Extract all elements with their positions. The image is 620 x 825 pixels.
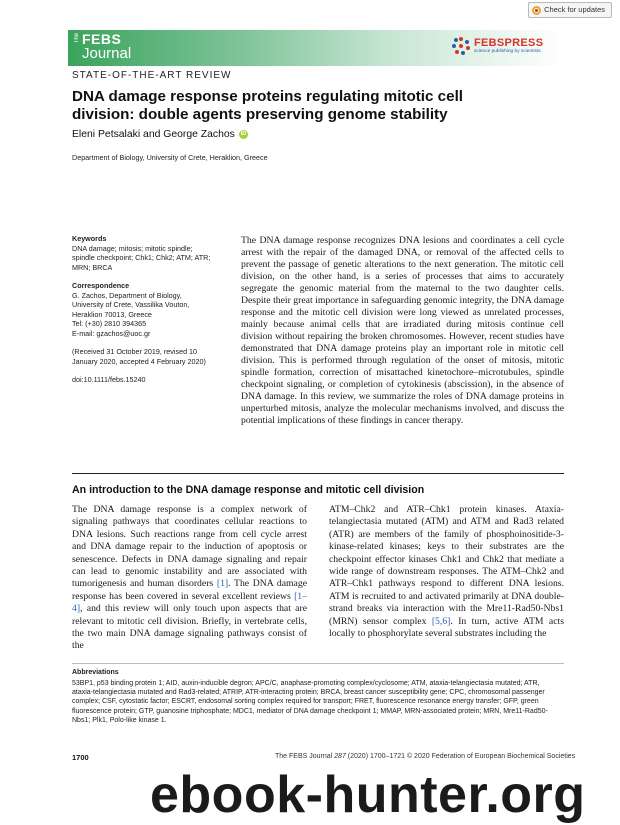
- article-sidebar: [72, 234, 232, 385]
- keywords-line: MRN; BRCA: [72, 262, 113, 272]
- febs-journal-logo: [74, 31, 164, 65]
- title-line-1: DNA damage response proteins regulating mitotic cell: [72, 88, 464, 105]
- author-list: [72, 129, 248, 140]
- logo-journal: Journal: [82, 45, 132, 62]
- body-text: . In turn, active ATM acts locally to phosphorylate several substrates including the: [329, 615, 564, 640]
- dates-line: (Received 31 October 2019, revised 10: [72, 347, 198, 356]
- watermark: ebook-hunter.org: [150, 766, 586, 824]
- citation-link[interactable]: [5,6]: [431, 615, 451, 627]
- body-text: , and this review will only touch upon aspects that are relevant to mitotic cell division. Briefly, in vertebrate cells, the two main DNA damage signaling pathways consist of the: [72, 603, 307, 652]
- press-name: FEBSPRESS: [474, 36, 544, 49]
- correspondence-line: G. Zachos, Department of Biology,: [72, 290, 182, 300]
- doi-link[interactable]: doi:10.1111/febs.15240: [72, 375, 146, 384]
- logo-febs: FEBS: [82, 31, 122, 47]
- footer-volume: 287: [334, 753, 346, 760]
- article-type-label: STATE-OF-THE-ART REVIEW: [72, 70, 232, 81]
- author-names: Eleni Petsalaki and George Zachos: [72, 129, 235, 140]
- correspondence-heading: Correspondence: [72, 281, 130, 290]
- section-divider: [72, 473, 564, 474]
- citation-link[interactable]: [1–4]: [72, 590, 307, 615]
- title-line-2: division: double agents preserving genome stability: [72, 106, 448, 123]
- febs-press-dots-icon: [452, 37, 470, 55]
- febs-press-logo: [452, 37, 543, 55]
- body-column-1: [72, 504, 307, 653]
- check-for-updates-button[interactable]: [528, 2, 612, 18]
- check-for-updates-label: Check for updates: [544, 5, 605, 14]
- abbreviations-divider: [72, 663, 564, 664]
- body-column-2: [329, 504, 564, 640]
- logo-the: The: [74, 33, 80, 44]
- footer-citation: [275, 753, 575, 760]
- footer-rest: (2020) 1700–1721 © 2020 Federation of European Biochemical Societies: [347, 753, 576, 760]
- correspondence-line: Tel: (+30) 2810 394365: [72, 319, 147, 328]
- footer-journal: The FEBS Journal: [275, 753, 333, 760]
- dates-line: January 2020, accepted 4 February 2020): [72, 356, 206, 366]
- body-text: . The DNA damage response has been covered in several excellent reviews: [72, 578, 307, 602]
- correspondence-email[interactable]: E-mail: gzachos@uoc.gr: [72, 328, 151, 338]
- keywords-heading: Keywords: [72, 234, 107, 243]
- body-text: The DNA damage response is a complex network of signaling pathways that coordinates cellular reactions to DNA lesions. Such reactions range from cell cycle arrest and DNA damage repair to the induction of apoptosis or senescence. Defects in DNA damage signaling and repair can lead to genomic instability and are associated with tumorigenesis and human disorders: [72, 504, 307, 590]
- page-number: 1700: [72, 753, 89, 762]
- body-text: ATM–Chk2 and ATR–Chk1 protein kinases. Ataxia-telangiectasia mutated (ATM) and ATM and Rad3 related (ATR) are members of the family of phosphoinositide-3-kinase-related kinases; keys to their substrates are the checkpoint effector kinases Chk1 and Chk2 that mediate a wide range of downstream responses. The ATM–Chk2 and ATR–Chk1 pathways respond to different DNA lesions. ATM is recruited to and activated primarily at DNA double-strand breaks via interaction with the Mre11-Rad50-Nbs1 (MRN) sensor complex: [329, 504, 564, 627]
- press-tagline: science publishing by scientists: [474, 48, 541, 54]
- orcid-icon[interactable]: iD: [240, 131, 247, 137]
- keywords-line: DNA damage; mitosis; mitotic spindle;: [72, 243, 193, 253]
- abbreviations-text: 53BP1, p53 binding protein 1; AID, auxin-inducible degron; APC/C, anaphase-promoting complex/cyclosome; ATM, ataxia-telangiectasia mutated; ATR, ataxia-telangiectasia mutated and Rad3-related; ATRIP, ATR-interacting protein; BRCA, breast cancer susceptibility gene; CPC, chromosomal passenger complex; CSF, cytostatic factor; ESCRT, endosomal sorting complex required for transport; FRET, fluorescence resonance energy transfer; GFP, green fluorescence protein; GTP, guanosine triphosphate; MDC1, mediator of DNA damage checkpoint 1; MMAP, MRN-associated protein; MRN, Mre11-Rad50-Nbs1; Plk1, Polo-like kinase 1.: [72, 680, 548, 724]
- correspondence-line: Heraklion 70013, Greece: [72, 309, 152, 319]
- article-title: [72, 88, 542, 124]
- keywords-line: spindle checkpoint; Chk1; Chk2; ATM; ATR;: [72, 253, 211, 262]
- citation-link[interactable]: [1]: [216, 578, 229, 590]
- correspondence-line: University of Crete, Vassilika Vouton,: [72, 300, 190, 309]
- affiliation: Department of Biology, University of Crete, Heraklion, Greece: [72, 153, 268, 162]
- section-heading: An introduction to the DNA damage response and mitotic cell division: [72, 484, 425, 496]
- abbreviations-heading: Abbreviations: [72, 669, 119, 676]
- crossmark-icon: [532, 6, 541, 15]
- abstract: The DNA damage response recognizes DNA lesions and coordinates a cell cycle arrest with the repair of the damaged DNA, or removal of the affected cells to prevent the passage of genetic alterations to the next generation. The mitotic cell division, on the other hand, is a series of processes that aims to accurately segregate the genomic material from the maternal to the two daughter cells. Despite their great importance in safeguarding genomic integrity, the DNA damage response and the mitotic cell division were long viewed as unrelated processes, mainly because animal cells that are irradiated during mitosis continue cell division without repairing the broken chromosomes. However, recent studies have demonstrated that DNA damage proteins play an important role in mitotic cell division. This is performed through regulation of the onset of mitosis, mitotic spindle formation, correction of misattached kinetochore–microtubules, spindle checkpoint signaling, or completion of cytokinesis (abscission), in the absence of DNA damage. In this review, we summarize the roles of DNA damage proteins in unperturbed mitosis, analyze the molecular mechanisms involved, and discuss the potential implications of these findings in cancer therapy.: [241, 235, 564, 426]
